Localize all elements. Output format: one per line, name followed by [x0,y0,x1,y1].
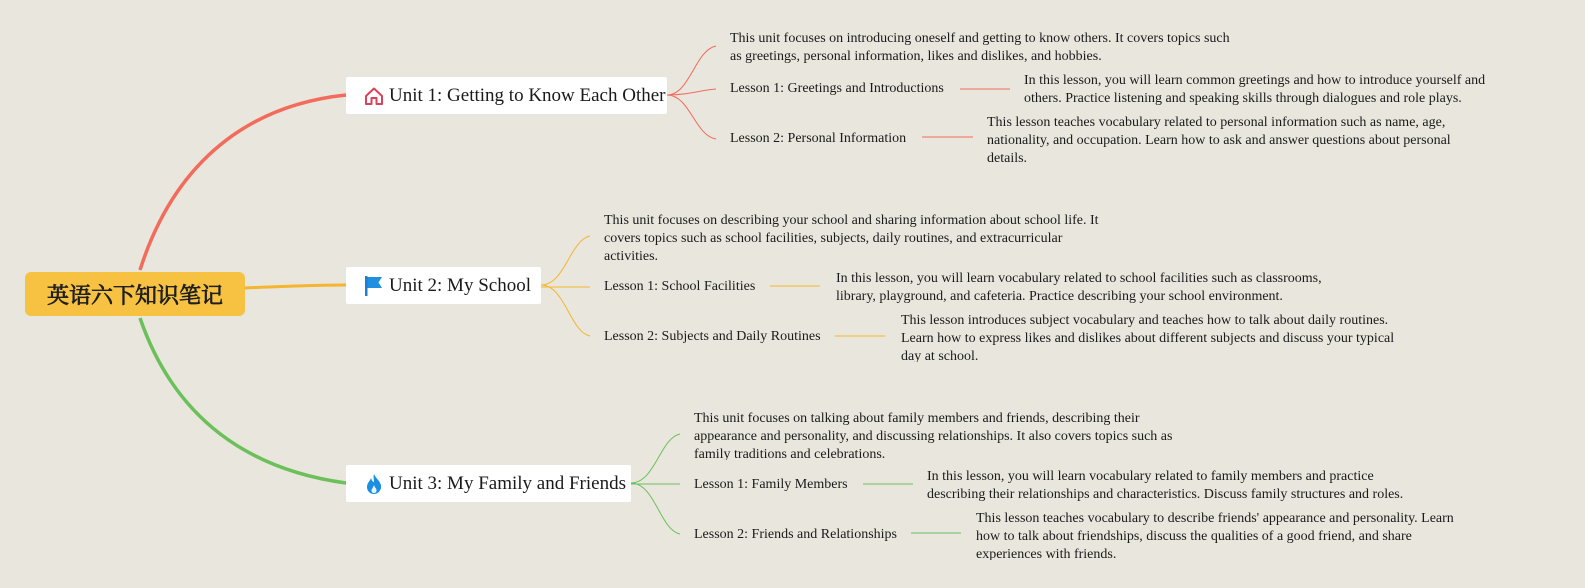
lesson-node-2-2[interactable]: Lesson 2: Subjects and Daily Routines [604,329,821,344]
lesson-detail-3-1: In this lesson, you will learn vocabulary related to family members and practice describing their relationships and characteristics. Discuss family structures and roles. [927,469,1404,502]
unit-title: Unit 2: My School [389,274,531,296]
lesson-node-2-1[interactable]: Lesson 1: School Facilities [604,279,756,294]
unit-node-2[interactable] [346,267,541,304]
lesson-detail-1-1: In this lesson, you will learn common greetings and how to introduce yourself and others. Practice listening and speaking skills through dialogues and role plays. [1024,73,1486,106]
unit-title: Unit 3: My Family and Friends [389,472,626,494]
lesson-node-1-2[interactable]: Lesson 2: Personal Information [730,131,907,146]
unit-node-1[interactable] [346,77,667,114]
flame-icon [364,473,384,495]
unit-summary-2: This unit focuses on describing your school and sharing information about school life. It covers topics such as school facilities, subjects, daily routines, and extracurricular activities. [604,213,1099,262]
flag-icon [364,275,384,297]
unit-node-3[interactable] [346,465,631,502]
root-title: 英语六下知识笔记 [46,283,223,309]
unit-title: Unit 1: Getting to Know Each Other [389,84,666,106]
lesson-node-3-1[interactable]: Lesson 1: Family Members [694,477,848,492]
lesson-node-3-2[interactable]: Lesson 2: Friends and Relationships [694,527,897,542]
lesson-detail-3-2: This lesson teaches vocabulary to describe friends' appearance and personality. Learn how to talk about friendships, discuss the qualities of a good friend, and share experiences with friends. [976,511,1454,560]
lesson-detail-2-1: In this lesson, you will learn vocabulary related to school facilities such as classrooms, library, playground, and cafeteria. Practice describing your school environment. [836,271,1322,304]
house-icon [364,85,384,107]
root-node[interactable] [25,272,245,316]
lesson-node-1-1[interactable]: Lesson 1: Greetings and Introductions [730,81,944,96]
unit-summary-1: This unit focuses on introducing oneself and getting to know others. It covers topics such as greetings, personal information, likes and dislikes, and hobbies. [730,31,1230,64]
lesson-detail-1-2: This lesson teaches vocabulary related to personal information such as name, age, nationality, and occupation. Learn how to ask and answer questions about personal details. [987,115,1451,164]
unit-summary-3: This unit focuses on talking about family members and friends, describing their appearance and personality, and discussing relationships. It also covers topics such as family traditions and celebrations. [694,411,1173,460]
lesson-detail-2-2: This lesson introduces subject vocabulary and teaches how to talk about daily routines. Learn how to express likes and dislikes about different subjects and discuss your typical day at school. [901,313,1395,362]
